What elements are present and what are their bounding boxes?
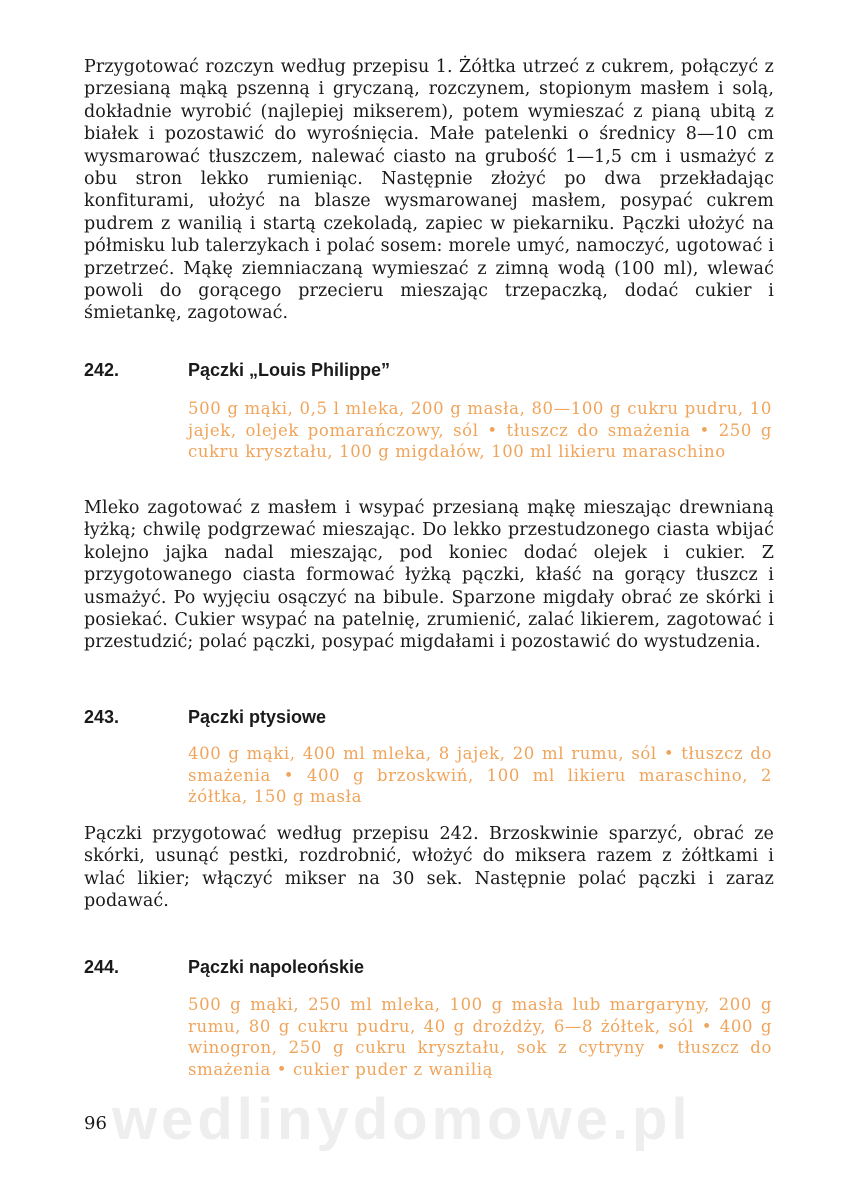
recipe-ingredients-242: 500 g mąki, 0,5 l mleka, 200 g masła, 80—100 g cukru pudru, 10 jajek, olejek pomarańczowy, sól • tłuszcz do smażenia • 250 g cukru kryształu, 100 g migdałów, 100 ml likieru maraschino [188,399,772,462]
recipe-title: Pączki „Louis Philippe” [188,360,391,380]
recipe-ingredients-244: 500 g mąki, 250 ml mleka, 100 g masła lub margaryny, 200 g rumu, 80 g cukru pudru, 40 g drożdży, 6—8 żółtek, sól • 400 g winogron, 250 g cukru kryształu, sok z cytryny • tłuszcz do smażenia • cukier puder z wanilią [188,995,772,1079]
recipe-number: 243. [84,707,120,727]
recipe-heading-244 [84,957,774,983]
recipe-title: Pączki ptysiowe [188,707,327,727]
recipe-ingredients-243: 400 g mąki, 400 ml mleka, 8 jajek, 20 ml rumu, sól • tłuszcz do smażenia • 400 g brzoskwiń, 100 ml likieru maraschino, 2 żółtka, 150 g masła [188,744,772,807]
recipe-title: Pączki napoleońskie [188,957,365,977]
recipe-instructions-243: Pączki przygotować według przepisu 242. Brzoskwinie sparzyć, obrać ze skórki, usunąć pestki, rozdrobnić, włożyć do miksera razem z żółtkami i wlać likier; włączyć mikser na 30 sek. Następnie polać pączki i zaraz podawać. [84,824,774,912]
recipe-number: 242. [84,360,120,380]
intro-paragraph: Przygotować rozczyn według przepisu 1. Żółtka utrzeć z cukrem, połączyć z przesianą mąką pszenną i gryczaną, rozczynem, stopionym masłem i solą, dokładnie wyrobić (najlepiej mikserem), potem wymieszać z pianą ubitą z białek i pozostawić do wyrośnięcia. Małe patelenki o średnicy 8—10 cm wysmarować tłuszczem, nalewać ciasto na grubość 1—1,5 cm i usmażyć z obu stron lekko rumieniąc. Następnie złożyć po dwa przekładając konfiturami, ułożyć na blasze wysmarowanej masłem, posypać cukrem pudrem z wanilią i startą czekoladą, zapiec w piekarniku. Pączki ułożyć na półmisku lub talerzykach i polać sosem: morele umyć, namoczyć, ugotować i przetrzeć. Mąkę ziemniaczaną wymieszać z zimną wodą (100 ml), wlewać powoli do gorącego przecieru mieszając trzepaczką, dodać cukier i śmietankę, zagotować. [84,57,774,324]
recipe-number: 244. [84,957,120,977]
watermark: wedlinydomowe.pl [112,1087,692,1152]
page-number: 96 [84,1113,107,1134]
recipe-instructions-242: Mleko zagotować z masłem i wsypać przesianą mąkę mieszając drewnianą łyżką; chwilę podgrzewać mieszając. Do lekko przestudzonego ciasta wbijać kolejno jajka nadal mieszając, pod koniec dodać olejek i cukier. Z przygotowanego ciasta formować łyżką pączki, kłaść na gorący tłuszcz i usmażyć. Po wyjęciu osączyć na bibule. Sparzone migdały obrać ze skórki i posiekać. Cukier wsypać na patelnię, zrumienić, zalać likierem, zagotować i przestudzić; polać pączki, posypać migdałami i pozostawić do wystudzenia. [84,498,774,653]
recipe-heading-242 [84,360,774,386]
recipe-heading-243 [84,707,774,733]
